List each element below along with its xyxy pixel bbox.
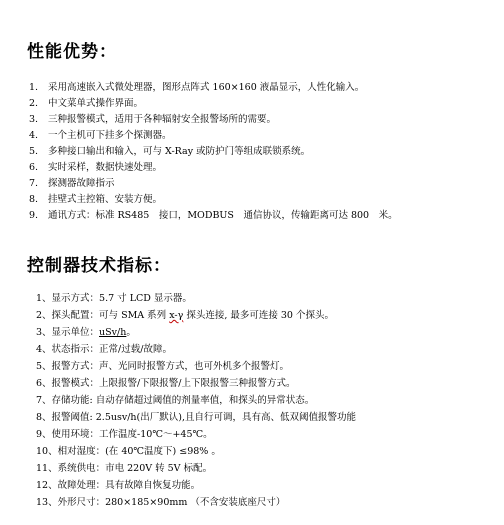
list-item: [36, 307, 334, 324]
section-title-specs: 控制器技术指标：: [27, 256, 171, 276]
list-item: 4、状态指示：正常/过载/故障。: [36, 344, 172, 355]
section-title-advantages: 性能优势：: [27, 42, 117, 62]
list-item: 11、系统供电：市电 220V 转 5V 标配。: [36, 463, 213, 474]
item-text: 中文菜单式操作界面。: [48, 98, 144, 109]
item-number: 2.: [29, 98, 39, 109]
item-number: 9.: [29, 210, 39, 221]
item-number: 8.: [29, 194, 39, 205]
item-text: 采用高速嵌入式微处理器，图形点阵式 160×160 液晶显示，人性化输入。: [48, 82, 365, 93]
item-text: 挂壁式主控箱、安装方便。: [48, 194, 163, 205]
item-number: 1.: [29, 82, 39, 93]
item-text-underlined: uSv/h: [99, 327, 127, 338]
item-number: 3.: [29, 114, 39, 125]
list-item: 9、使用环境：工作温度-10℃～+45℃。: [36, 429, 213, 440]
item-text: 三种报警模式，适用于各种辐射安全报警场所的需要。: [48, 114, 277, 125]
item-text: 3、显示单位：: [36, 327, 100, 338]
list-item: 7、存储功能: 自动存储超过阈值的剂量率值，和探头的异常状态。: [36, 395, 315, 406]
item-number: 5.: [29, 146, 39, 157]
list-item: [36, 324, 136, 341]
list-item: 1、显示方式：5.7 寸 LCD 显示器。: [36, 293, 192, 304]
list-item: 8、报警阈值: 2.5usv/h(出厂默认),且自行可调，具有高、低双阈值报警功能: [36, 412, 356, 423]
item-text: 。: [126, 327, 136, 338]
list-item: 10、相对湿度：(在 40℃温度下) ≤98% 。: [36, 446, 221, 457]
list-item: 5、报警方式：声、光同时报警方式，也可外机多个报警灯。: [36, 361, 290, 372]
list-item: 13、外形尺寸：280×185×90mm （不含安装底座尺寸）: [36, 497, 286, 508]
item-text: 2、探头配置：可与 SMA 系列: [36, 310, 170, 321]
item-number: 6.: [29, 162, 39, 173]
item-text: 多种接口输出和输入，可与 X-Ray 或防护门等组成联锁系统。: [48, 146, 311, 157]
list-item: 12、故障处理：具有故障自恢复功能。: [36, 480, 201, 491]
item-text-underlined: x-γ: [169, 310, 184, 321]
item-number: 7.: [29, 178, 39, 189]
item-text: 通讯方式：标准 RS485 接口，MODBUS 通信协议，传输距离可达 800 米。: [48, 210, 398, 221]
list-item: 6、报警模式：上限报警/下限报警/上下限报警三种报警方式。: [36, 378, 296, 389]
item-text: 探测器故障指示: [48, 178, 115, 189]
item-text: 探头连接, 最多可连接 30 个探头。: [183, 310, 334, 321]
item-text: 实时采样，数据快速处理。: [48, 162, 163, 173]
item-number: 4.: [29, 130, 39, 141]
item-text: 一个主机可下挂多个探测器。: [48, 130, 172, 141]
